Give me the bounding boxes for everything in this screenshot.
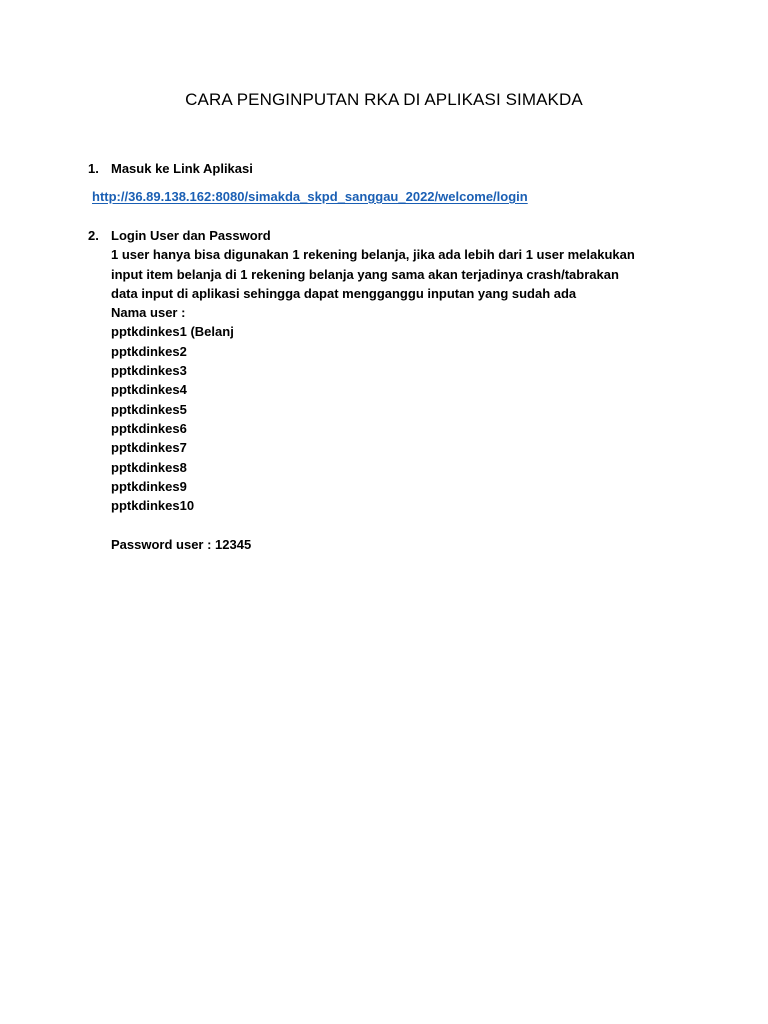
username-item: pptkdinkes3 [111,363,187,379]
username-item: pptkdinkes8 [111,459,187,475]
description-line: data input di aplikasi sehingga dapat mengganggu inputan yang sudah ada [111,285,577,301]
username-item: pptkdinkes1 (Belanj [111,324,234,340]
username-item: pptkdinkes2 [111,343,187,359]
step-number: 1. [88,161,99,176]
username-item: pptkdinkes5 [111,401,187,417]
step-heading: Login User dan Password [111,228,271,243]
spacer [111,515,671,534]
username-item: pptkdinkes7 [111,440,187,456]
username-item: pptkdinkes10 [111,498,195,514]
page-title: CARA PENGINPUTAN RKA DI APLIKASI SIMAKDA [185,90,583,109]
step-heading: Masuk ke Link Aplikasi [111,161,253,176]
app-login-link[interactable]: http://36.89.138.162:8080/simakda_skpd_sanggau_2022/welcome/login [92,189,528,204]
username-item: pptkdinkes9 [111,478,187,494]
username-item: pptkdinkes6 [111,420,187,436]
description-line: 1 user hanya bisa digunakan 1 rekening belanja, jika ada lebih dari 1 user melakukan [111,247,635,263]
password-line: Password user : 12345 [111,536,252,552]
username-label: Nama user : [111,305,186,321]
step-number: 2. [88,228,99,243]
step-body [111,226,671,554]
step-body [111,159,671,178]
username-item: pptkdinkes4 [111,382,187,398]
description-line: input item belanja di 1 rekening belanja yang sama akan terjadinya crash/tabrakan [111,266,619,282]
